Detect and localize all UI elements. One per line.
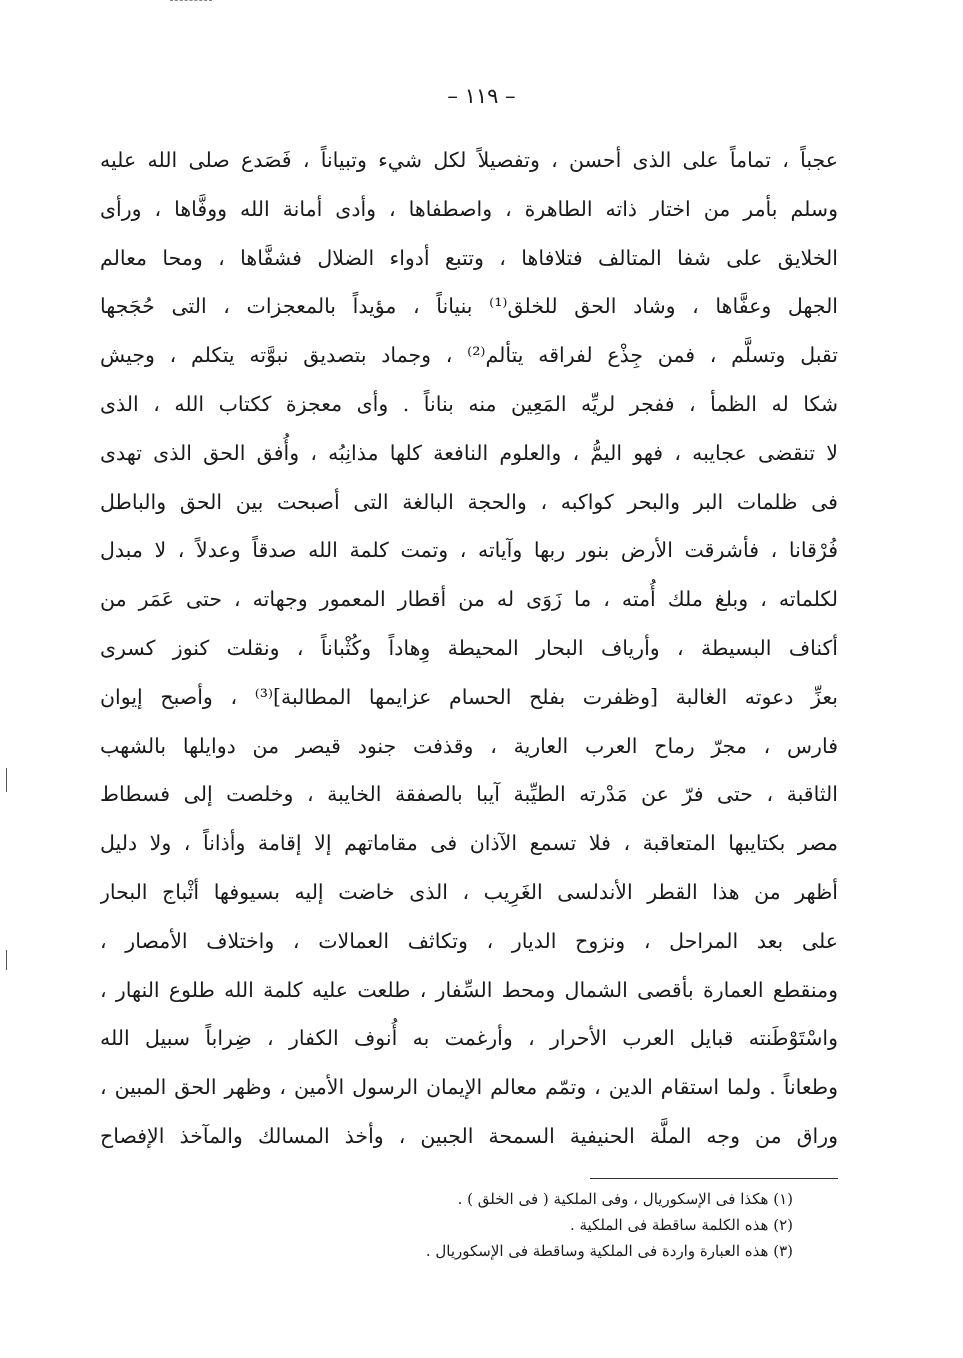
- text-line: مصر بكتايبها المتعاقبة ، فلا تسمع الآذان فى مقاماتهم إلا إقامة وأذاناً ، ولا دليل: [100, 831, 838, 856]
- text-line: واسْتَوْطَنته قبايل العرب الأحرار ، وأرغمت به أُنوف الكفار ، ضِراباً سبيل الله: [100, 1026, 838, 1051]
- text-line: فُرْقانا ، فأشرقت الأرض بنور ربها وآياته ، وتمت كلمة الله صدقاً وعدلاً ، لا مبدل: [100, 538, 838, 563]
- text-line: الخلايق على شفا المتالف فتلافاها ، وتتبع أدواء الضلال فشفَّاها ، ومحا معالم: [100, 245, 838, 270]
- footnote-3: (٣) هذه العبارة واردة فى الملكية وساقطة فى الإسكوريال .: [425, 1242, 793, 1260]
- text-line: وطعاناً . ولما استقام الدين ، وتمّم معالم الإيمان الرسول الأمين ، وظهر الحق المبين ،: [100, 1075, 838, 1100]
- text-line: ومنقطع العمارة بأقصى الشمال ومحط السِّفار ، طلعت عليه كلمة الله طلوع النهار ،: [100, 977, 838, 1002]
- text-line: فارس ، مجرّ رماح العرب العارية ، وقذفت جنود قيصر من دوايلها بالشهب: [100, 733, 838, 758]
- page-number: – ١١٩ –: [447, 84, 516, 108]
- text-line: على بعد المراحل ، ونزوح الديار ، وتكاثف العمالات ، واختلاف الأمصار ،: [100, 928, 838, 953]
- text-line: شكا له الظمأ ، ففجر لريِّه المَعِين منه بناناً . وأى معجزة ككتاب الله ، الذى: [100, 391, 838, 416]
- text-line: أظهر من هذا القطر الأندلسى الغَرِيب ، الذى خاضت إليه بسيوفها أثْباج البحار: [100, 879, 838, 904]
- footnote-1: (١) هكذا فى الإسكوريال ، وفى الملكية ( فى الخلق ) .: [457, 1190, 793, 1208]
- scan-artifact-mark: [170, 0, 212, 3]
- text-line: لا تنقضى عجايبه ، فهو اليمُّ ، والعلوم النافعة كلها مذانِبُه ، وأُفق الحق الذى تهدى: [100, 440, 838, 465]
- margin-mark: [6, 768, 7, 792]
- footnote-2: (٢) هذه الكلمة ساقطة فى الملكية .: [569, 1216, 793, 1234]
- text-line: الجهل وعفَّاها ، وشاد الحق للخلق⁽¹⁾ بنياناً ، مؤيداً بالمعجزات ، التى حُجَجها: [100, 294, 838, 319]
- footnote-divider: [590, 1178, 838, 1179]
- body-text: [100, 138, 838, 1163]
- text-line: فى ظلمات البر والبحر كواكبه ، والحجة البالغة التى أصبحت بين الحق والباطل: [100, 489, 838, 514]
- footnotes: [380, 1186, 793, 1264]
- text-line: بعزِّ دعوته الغالبة [وظفرت بفلح الحسام عزايمها المطالبة]⁽³⁾ ، وأصبح إيوان: [100, 684, 838, 709]
- text-line: أكناف البسيطة ، وأرياف البحار المحيطة وِهاداً وكُثْباناً ، ونقلت كنوز كسرى: [100, 635, 838, 660]
- text-line: لكلماته ، وبلغ ملك أُمته ، ما زَوَى له من أقطار المعمور وجهاته ، حتى عَمَر من: [100, 587, 838, 612]
- text-line: الثاقبة ، حتى فرّ عن مَدْرته الطيِّبة آيبا بالصفقة الخايبة ، وخلصت إلى فسطاط: [100, 782, 838, 807]
- text-line: عجباً ، تماماً على الذى أحسن ، وتفصيلاً لكل شيء وتبياناً ، فَصَدع صلى الله عليه: [100, 148, 838, 172]
- margin-mark: [6, 950, 7, 970]
- text-line: وراق من وجه الملَّة الحنيفية السمحة الجبين ، وأخذ المسالك والمآخذ الإفصاح: [100, 1123, 838, 1148]
- text-line: تقبل وتسلَّم ، فمن جِذْع لفراقه يتألم⁽²⁾ ، وجماد بتصديق نبوَّته يتكلم ، وجيش: [100, 343, 838, 368]
- text-line: وسلم بأمر من اختار ذاته الطاهرة ، واصطفاها ، وأدى أمانة الله ووفَّاها ، ورأى: [100, 196, 838, 221]
